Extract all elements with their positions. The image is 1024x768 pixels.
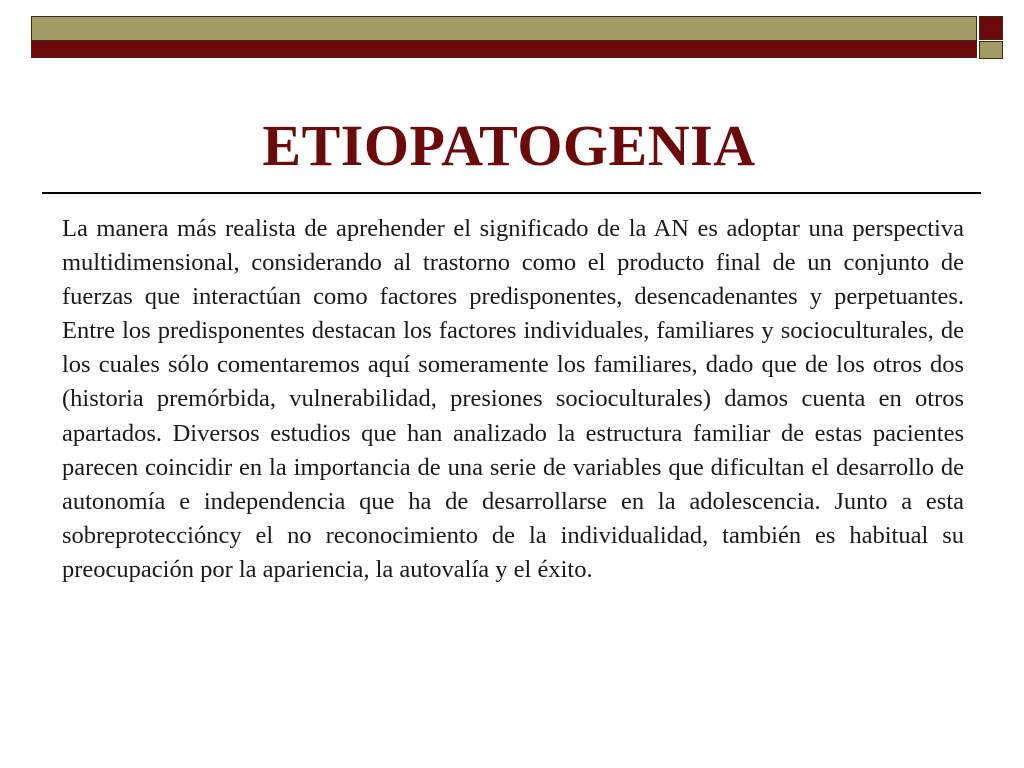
slide-title: ETIOPATOGENIA [262,113,756,178]
corner-square-olive [979,41,1003,59]
title-divider [42,192,981,194]
slide-body-text: La manera más realista de aprehender el significado de la AN es adoptar una perspectiva multidimensional, considerando al trastorno como el producto final de un conjunto de fuerzas que interactúan como factores predisponentes, desencadenantes y perpetuantes. Entre los predisponentes destacan los factores individuales, familiares y socioculturales, de los cuales sólo comentaremos aquí someramente los familiares, dado que de los otros dos (historia premórbida, vulnerabilidad, presiones socioculturales) damos cuenta en otros apartados. Diversos estudios que han analizado la estructura familiar de estas pacientes parecen coincidir en la importancia de una serie de variables que dificultan el desarrollo de autonomía e independencia que ha de desarrollarse en la adolescencia. Junto a esta sobreprotecciónсy el no reconocimiento de la individualidad, también es habitual su preocupación por la apariencia, la autovalía y el éxito. [62,215,964,583]
header-decoration-bar [31,16,977,58]
header-maroon-band [32,40,976,57]
header-olive-band [32,17,976,41]
corner-square-maroon [979,16,1003,40]
